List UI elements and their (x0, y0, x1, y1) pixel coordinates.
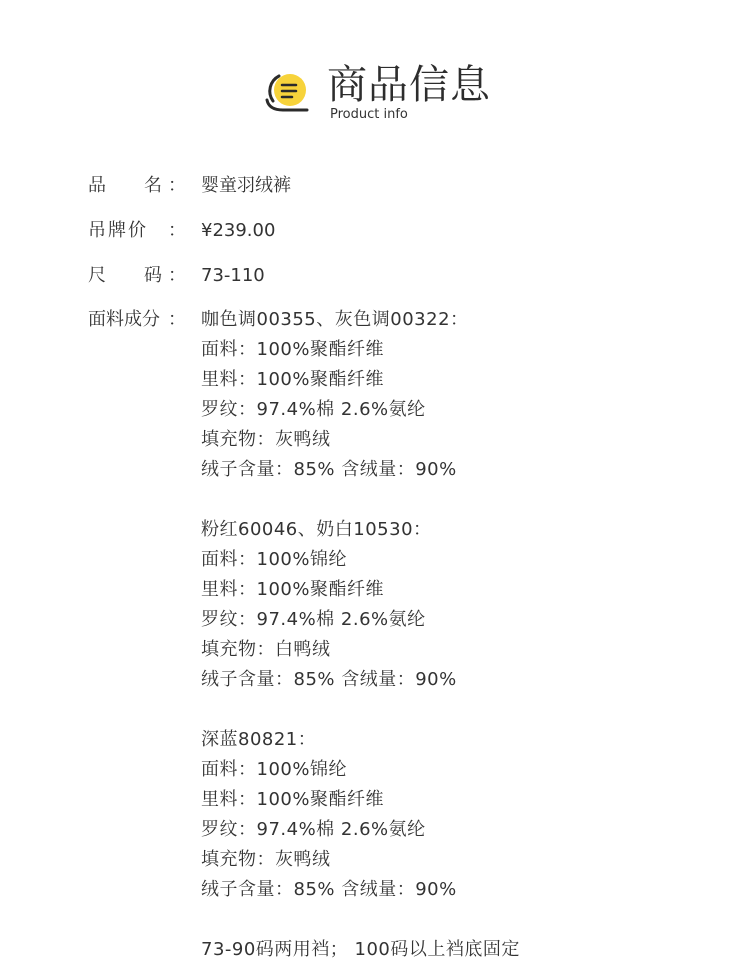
field-row-size (0, 261, 750, 291)
composition-line: 填充物：灰鸭绒 (201, 849, 331, 870)
composition-line: 绒子含量：85% 含绒量：90% (201, 459, 457, 480)
field-colon: ： (168, 265, 186, 286)
composition-line: 罗纹：97.4%棉 2.6%氨纶 (201, 399, 426, 420)
field-colon: ： (168, 220, 186, 241)
page-subtitle: Product info (330, 107, 408, 122)
composition-line: 面料：100%聚酯纤维 (201, 339, 384, 360)
document-lines-icon (263, 70, 313, 114)
page-title: 商品信息 (327, 62, 491, 108)
crotch-note: 73-90码两用裆； 100码以上裆底固定 (201, 939, 520, 960)
composition-line: 绒子含量：85% 含绒量：90% (201, 669, 457, 690)
composition-line: 里料：100%聚酯纤维 (201, 579, 384, 600)
composition-line: 填充物：白鸭绒 (201, 639, 331, 660)
composition-group-heading: 深蓝80821： (201, 729, 317, 750)
label-char: 尺 (88, 265, 106, 286)
label-char: 吊 (88, 220, 106, 241)
field-colon: ： (168, 175, 186, 196)
composition-line: 面料：100%锦纶 (201, 759, 347, 780)
field-row-tag-price (0, 216, 750, 246)
section-header (0, 62, 750, 132)
label-char: 价 (128, 220, 146, 241)
composition-line: 里料：100%聚酯纤维 (201, 789, 384, 810)
composition-line: 罗纹：97.4%棉 2.6%氨纶 (201, 609, 426, 630)
label-char: 名 (144, 175, 162, 196)
composition-line: 罗纹：97.4%棉 2.6%氨纶 (201, 819, 426, 840)
field-value: ¥239.00 (201, 220, 276, 241)
composition-group-heading: 咖色调00355、灰色调00322： (201, 309, 469, 330)
composition-line: 面料：100%锦纶 (201, 549, 347, 570)
field-value: 73-110 (201, 265, 265, 286)
composition-line: 里料：100%聚酯纤维 (201, 369, 384, 390)
label-char: 牌 (108, 220, 126, 241)
field-row-name (0, 171, 750, 201)
composition-line: 填充物：灰鸭绒 (201, 429, 331, 450)
field-colon: ： (168, 309, 186, 330)
label-text: 面料成分 (88, 309, 160, 330)
composition-line: 绒子含量：85% 含绒量：90% (201, 879, 457, 900)
label-char: 码 (144, 265, 162, 286)
field-value: 婴童羽绒裤 (201, 175, 291, 196)
label-char: 品 (88, 175, 106, 196)
composition-group-heading: 粉红60046、奶白10530： (201, 519, 432, 540)
